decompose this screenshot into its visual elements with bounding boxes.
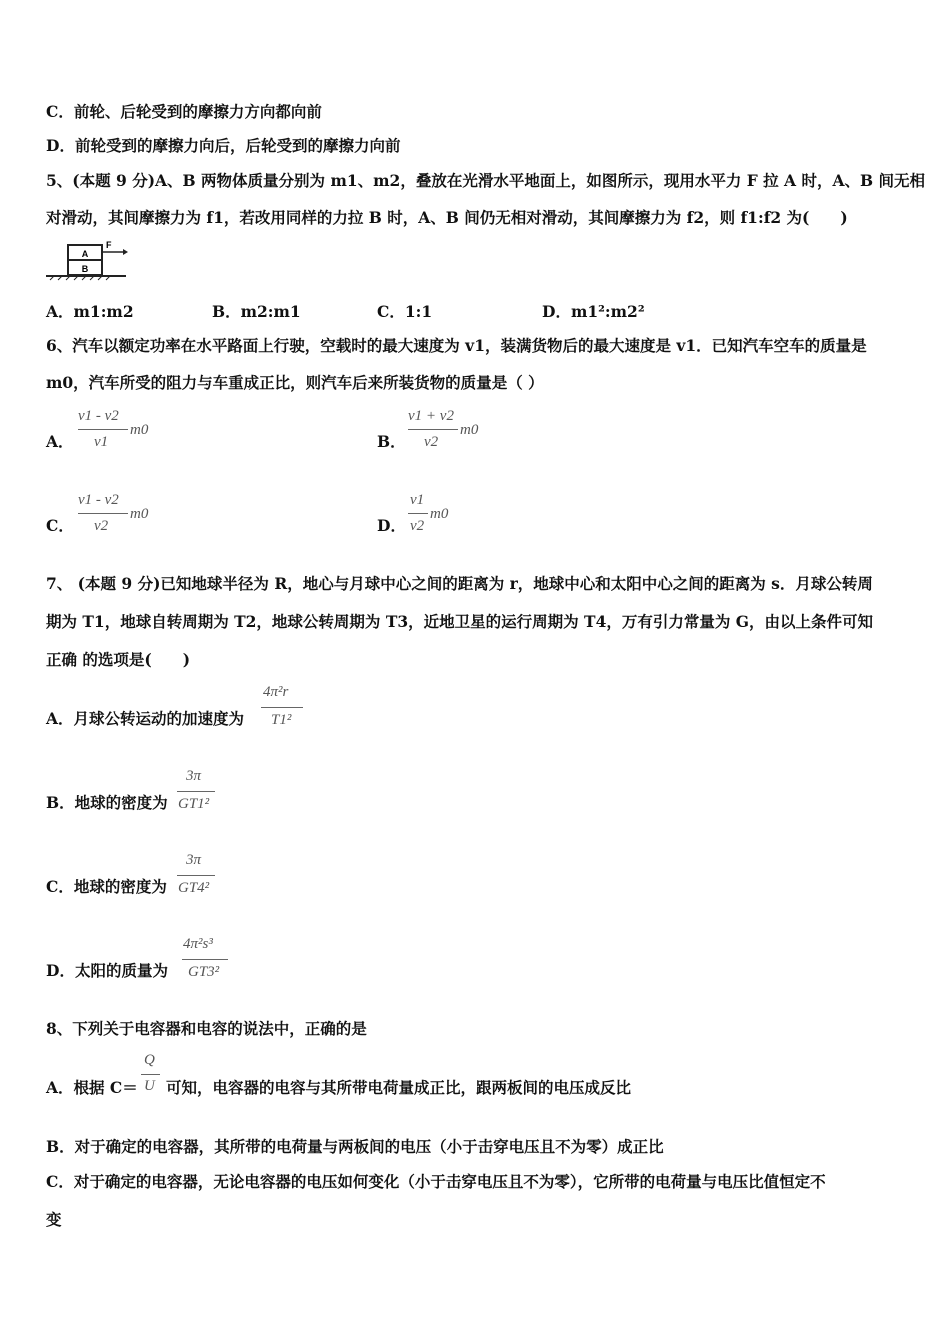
q7-stem-line1: 7、 (本题 9 分)已知地球半径为 R，地心与月球中心之间的距离为 r，地球中心和太阳中心之间的距离为 s．月球公转周 <box>46 574 873 593</box>
q5-option-c: C．1:1 <box>377 302 433 321</box>
fraction-numerator: v1 <box>410 492 425 508</box>
capacitance-formula <box>141 1052 163 1102</box>
q7-option-c-text: C．地球的密度为 <box>46 877 167 896</box>
q6-option-d-formula <box>408 492 478 542</box>
fraction-bar <box>177 791 215 792</box>
fraction-bar <box>78 513 128 514</box>
q5-stem-line2: 对滑动，其间摩擦力为 f1，若改用同样的力拉 B 时，A、B 间仍无相对滑动，其间摩擦力为 f2，则 f1:f2 为( ) <box>46 208 848 227</box>
q7-option-b-formula <box>177 768 227 822</box>
fraction-numerator: 3π <box>186 768 202 784</box>
q7-option-a-text: A．月球公转运动的加速度为 <box>46 709 245 728</box>
q8-option-c-line1: C．对于确定的电容器，无论电容器的电压如何变化（小于击穿电压且不为零），它所带的电荷量与电压比值恒定不 <box>46 1172 826 1191</box>
mass-symbol: m0 <box>130 506 149 522</box>
fraction-bar <box>177 875 215 876</box>
fraction-bar <box>261 707 303 708</box>
q5-option-d: D．m1²:m2² <box>542 302 645 321</box>
fraction-denominator: v2 <box>94 518 109 534</box>
q4-option-d: D．前轮受到的摩擦力向后，后轮受到的摩擦力向前 <box>46 136 401 155</box>
block-a-label: A <box>81 249 89 259</box>
q8-option-a-suffix: 可知，电容器的电容与其所带电荷量成正比，跟两板间的电压成反比 <box>166 1078 632 1097</box>
q8-option-c-line2: 变 <box>46 1210 62 1229</box>
fraction-bar <box>408 513 428 514</box>
fraction-bar <box>141 1074 160 1075</box>
q5-stem-line1: 5、(本题 9 分)A、B 两物体质量分别为 m1、m2，叠放在光滑水平地面上，如图所示，现用水平力 F 拉 A 时，A、B 间无相 <box>46 171 925 190</box>
q7-stem-line2: 期为 T1，地球自转周期为 T2，地球公转周期为 T3，近地卫星的运行周期为 T4，万有引力常量为 G，由以上条件可知 <box>46 612 873 631</box>
q6-option-b-formula <box>408 408 498 458</box>
q5-option-a: A．m1:m2 <box>46 302 134 321</box>
q6-option-c-label: C． <box>46 516 74 535</box>
fraction-numerator: 3π <box>186 852 202 868</box>
force-arrowhead <box>123 249 128 255</box>
q8-option-a-prefix: A．根据 C＝ <box>46 1078 138 1097</box>
q6-option-a-formula <box>78 408 168 458</box>
q6-stem-line1: 6、汽车以额定功率在水平路面上行驶，空载时的最大速度为 v1，装满货物后的最大速度是 v1．已知汽车空车的质量是 <box>46 336 867 355</box>
fraction-denominator: v2 <box>410 518 425 534</box>
fraction-bar <box>182 959 228 960</box>
q5-option-b: B．m2:m1 <box>212 302 301 321</box>
fraction-numerator: v1 + v2 <box>408 408 454 424</box>
fraction-numerator: 4π²s³ <box>183 936 213 952</box>
fraction-numerator: 4π²r <box>263 684 289 700</box>
q7-option-c-formula <box>177 852 227 906</box>
mass-symbol: m0 <box>460 422 479 438</box>
q4-option-c: C．前轮、后轮受到的摩擦力方向都向前 <box>46 102 322 121</box>
fraction-denominator: v1 <box>94 434 109 450</box>
fraction-numerator: v1 - v2 <box>78 492 119 508</box>
q6-option-d-label: D． <box>377 516 406 535</box>
q8-option-b: B．对于确定的电容器，其所带的电荷量与两板间的电压（小于击穿电压且不为零）成正比 <box>46 1137 664 1156</box>
q6-stem-line2: m0，汽车所受的阻力与车重成正比，则汽车后来所装货物的质量是（ ） <box>46 373 544 392</box>
fraction-denominator: GT1² <box>178 796 210 812</box>
fraction-bar <box>408 429 458 430</box>
q7-option-b-text: B．地球的密度为 <box>46 793 168 812</box>
fraction-denominator: GT3² <box>188 964 220 980</box>
q8-stem: 8、下列关于电容器和电容的说法中，正确的是 <box>46 1019 367 1038</box>
q7-option-d-text: D．太阳的质量为 <box>46 961 168 980</box>
stacked-blocks-diagram <box>46 241 130 281</box>
q7-stem-line3: 正确 的选项是( ) <box>46 650 191 669</box>
block-b-label: B <box>81 264 89 274</box>
q7-option-a-formula <box>261 684 311 738</box>
force-label: F <box>106 241 112 250</box>
fraction-denominator: T1² <box>271 712 292 728</box>
fraction-denominator: U <box>144 1078 155 1094</box>
q7-option-d-formula <box>182 936 238 990</box>
q6-option-c-formula <box>78 492 168 542</box>
mass-symbol: m0 <box>130 422 149 438</box>
fraction-denominator: v2 <box>424 434 439 450</box>
fraction-denominator: GT4² <box>178 880 210 896</box>
fraction-numerator: Q <box>144 1052 155 1068</box>
q6-option-a-label: A． <box>46 432 74 451</box>
fraction-numerator: v1 - v2 <box>78 408 119 424</box>
mass-symbol: m0 <box>430 506 449 522</box>
fraction-bar <box>78 429 128 430</box>
q6-option-b-label: B． <box>377 432 406 451</box>
